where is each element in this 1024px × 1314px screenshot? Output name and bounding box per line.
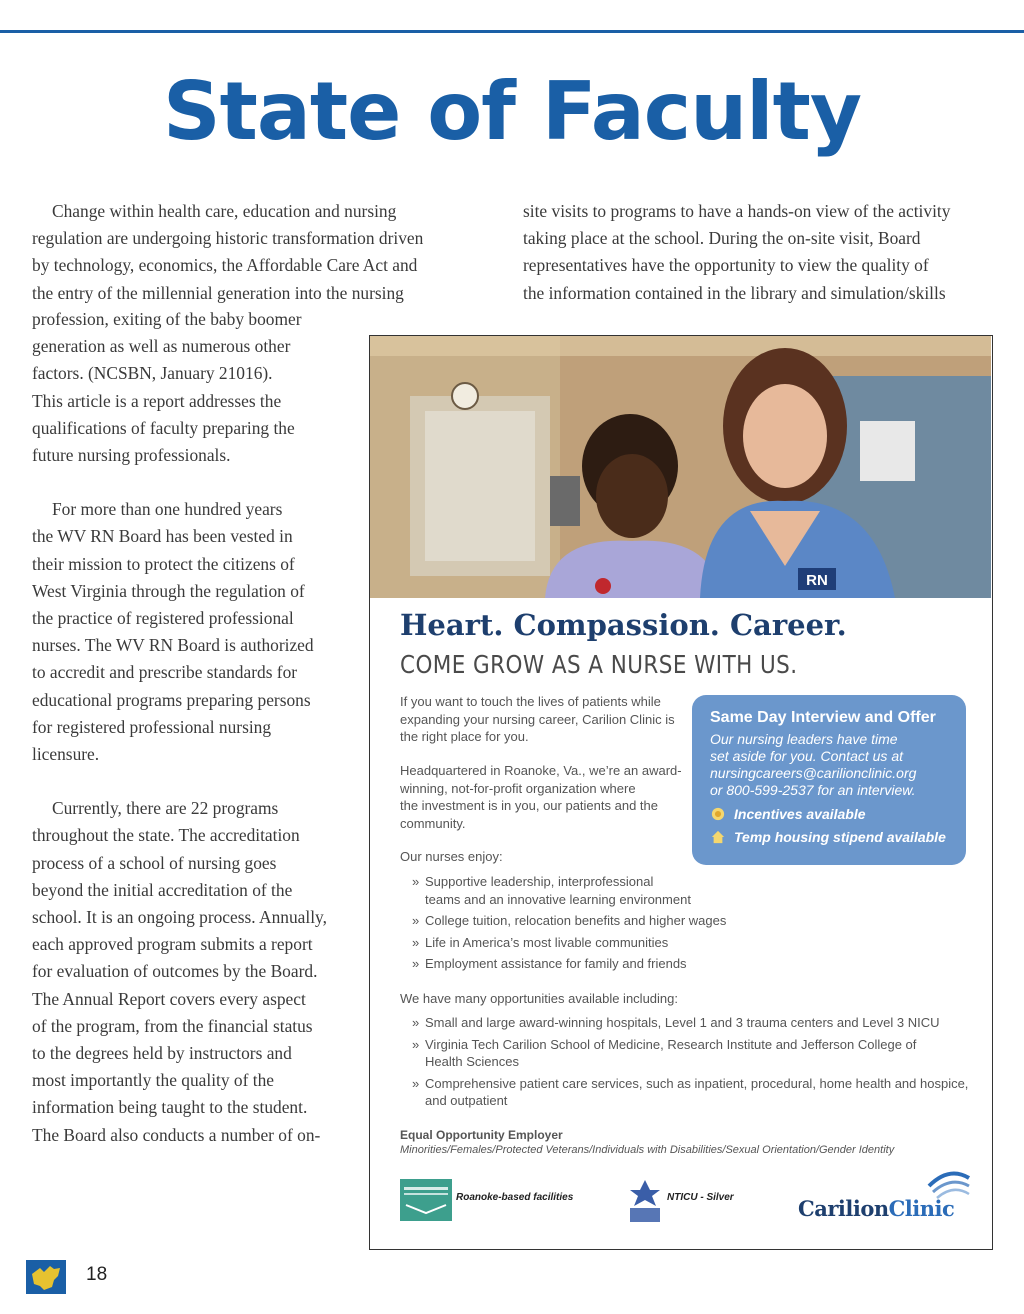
text-line: profession, exiting of the baby boomer: [32, 309, 302, 329]
column-right-top: [523, 198, 1003, 307]
text-line: beyond the initial accreditation of the: [32, 879, 293, 900]
ad-text-line: the investment is in you, our patients and the: [400, 798, 658, 813]
ad-text-line: expanding your nursing career, Carilion Clinic is: [400, 711, 675, 727]
ad-headline: Heart. Compassion. Career.: [400, 608, 847, 642]
text-line: licensure.: [32, 744, 100, 765]
text-line: factors. (NCSBN, January 21016).: [32, 363, 273, 384]
text-line: most importantly the quality of the: [32, 1070, 274, 1091]
text-line: taking place at the school. During the on-site visit, Board: [523, 228, 921, 249]
text-line: The Board also conducts a number of on-: [32, 1124, 321, 1145]
list-item-line: Employment assistance for family and friends: [425, 956, 687, 971]
list-item-line: Health Sciences: [425, 1054, 519, 1069]
callout-line: or 800-599-2537 for an interview.: [710, 782, 916, 798]
house-icon: [710, 830, 726, 844]
ad-intro: [400, 693, 675, 746]
opps-list: [400, 1014, 968, 1114]
text-line: for evaluation of outcomes by the Board.: [32, 961, 318, 982]
text-line: future nursing professionals.: [32, 445, 231, 466]
text-line: to accredit and prescribe standards for: [32, 662, 298, 683]
callout-line: Our nursing leaders have time: [710, 731, 898, 747]
magnet-logo-art: [400, 1179, 452, 1221]
text-line: West Virginia through the regulation of: [32, 580, 305, 601]
ad-text-line: Headquartered in Roanoke, Va., we’re an award-: [400, 763, 682, 778]
list-item-line: Comprehensive patient care services, such as inpatient, procedural, home health and hospice,: [425, 1075, 969, 1091]
enjoy-heading: Our nurses enjoy:: [400, 849, 503, 864]
list-item: [400, 1014, 968, 1032]
text-line: the information contained in the library and simulation/skills: [523, 282, 946, 303]
text-line: the practice of registered professional: [32, 608, 294, 629]
badge-icon: [710, 807, 726, 821]
callout-text: [710, 731, 948, 799]
enjoy-list: [400, 873, 726, 977]
bullet-marker-icon: »: [412, 913, 420, 928]
list-item-line: teams and an innovative learning environment: [425, 891, 691, 907]
list-item: [400, 1036, 968, 1071]
ad-text-line: the right place for you.: [400, 729, 529, 744]
opps-heading: We have many opportunities available including:: [400, 991, 678, 1006]
text-line: site visits to programs to have a hands-on view of the activity: [523, 201, 951, 221]
ad-text-line: community.: [400, 815, 466, 831]
perk-housing-label: Temp housing stipend available: [734, 829, 946, 845]
list-item: [400, 955, 726, 973]
text-line: Change within health care, education and nursing: [52, 201, 397, 221]
text-line: their mission to protect the citizens of: [32, 553, 295, 574]
text-line: for registered professional nursing: [32, 716, 272, 737]
logo-text-clinic: Clinic: [888, 1196, 955, 1221]
page-title: State of Faculty: [163, 65, 861, 158]
text-line: Currently, there are 22 programs: [52, 798, 279, 819]
callout-line: nursingcareers@carilionclinic.org: [710, 765, 917, 781]
text-line: qualifications of faculty preparing the: [32, 417, 295, 438]
text-line: the WV RN Board has been vested in: [32, 526, 293, 547]
bullet-marker-icon: »: [412, 1015, 420, 1030]
text-line: regulation are undergoing historic transformation driven: [32, 228, 424, 249]
text-line: information being taught to the student.: [32, 1097, 308, 1118]
ad-text-line: winning, not-for-profit organization where: [400, 780, 636, 796]
text-line: representatives have the opportunity to view the quality of: [523, 255, 929, 276]
text-line: generation as well as numerous other: [32, 336, 291, 357]
text-line: school. It is an ongoing process. Annually,: [32, 907, 327, 928]
same-day-callout: [692, 695, 966, 865]
list-item-line: Supportive leadership, interprofessional: [425, 874, 654, 889]
list-item: [400, 912, 726, 930]
ad-hq: [400, 762, 682, 832]
paragraph-gap: [32, 469, 352, 496]
text-line: For more than one hundred years: [52, 499, 283, 520]
beacon-caption: NTICU - Silver: [667, 1192, 734, 1203]
list-item-line: College tuition, relocation benefits and higher wages: [425, 913, 727, 928]
list-item: [400, 873, 726, 908]
ad-text-line: If you want to touch the lives of patients while: [400, 694, 661, 709]
west-virginia-icon: [26, 1260, 66, 1294]
perk-incentives-label: Incentives available: [734, 806, 866, 822]
bullet-marker-icon: »: [412, 956, 420, 971]
text-line: educational programs preparing persons: [32, 689, 311, 710]
eoe-block: [400, 1128, 894, 1156]
nurses-photo: [370, 336, 991, 598]
magnet-caption: Roanoke-based facilities: [456, 1192, 574, 1203]
perk-incentives: [710, 806, 948, 822]
callout-heading: Same Day Interview and Offer: [710, 709, 936, 726]
list-item: [400, 934, 726, 952]
list-item-line: Small and large award-winning hospitals, Level 1 and 3 trauma centers and Level 3 NICU: [425, 1015, 940, 1030]
ad-subheadline: COME GROW AS A NURSE WITH US.: [400, 650, 798, 679]
paragraph-gap: [32, 768, 352, 795]
text-line: nurses. The WV RN Board is authorized: [32, 635, 314, 656]
eoe-heading: Equal Opportunity Employer: [400, 1128, 563, 1142]
list-item: [400, 1075, 968, 1110]
beacon-award-logo: [626, 1178, 664, 1224]
text-line: by technology, economics, the Affordable Care Act and: [32, 255, 418, 276]
carilion-logo-text: [798, 1196, 954, 1221]
text-line: The Annual Report covers every aspect: [32, 988, 306, 1009]
text-line: of the program, from the financial status: [32, 1015, 313, 1036]
list-item-line: Virginia Tech Carilion School of Medicine, Research Institute and Jefferson College of: [425, 1036, 917, 1052]
text-line: throughout the state. The accreditation: [32, 825, 300, 846]
text-line: process of a school of nursing goes: [32, 852, 277, 873]
logo-row: [400, 1176, 970, 1236]
top-rule: [0, 30, 1024, 33]
text-line: each approved program submits a report: [32, 934, 313, 955]
eoe-subtext: Minorities/Females/Protected Veterans/Individuals with Disabilities/Sexual Orientation/Gender Identity: [400, 1144, 895, 1156]
rn-badge: RN: [806, 572, 828, 589]
bullet-marker-icon: »: [412, 934, 420, 950]
column-left: [32, 306, 352, 1149]
text-line: This article is a report addresses the: [32, 390, 282, 411]
logo-text-carilion: Carilion: [798, 1196, 889, 1221]
wv-state-shape: [26, 1260, 66, 1294]
callout-line: set aside for you. Contact us at: [710, 748, 903, 764]
nurses-photo-svg: [370, 336, 991, 598]
page-number: 18: [86, 1264, 108, 1285]
bullet-marker-icon: »: [412, 1075, 420, 1091]
text-line: to the degrees held by instructors and: [32, 1043, 292, 1064]
column-left-top: [32, 198, 472, 307]
list-item-line: and outpatient: [425, 1093, 508, 1108]
bullet-marker-icon: »: [412, 874, 420, 889]
bullet-marker-icon: »: [412, 1036, 420, 1052]
carilion-ad: [369, 335, 993, 1250]
magnet-logo: [400, 1179, 452, 1221]
perk-housing: [710, 829, 948, 845]
list-item-line: Life in America’s most livable communities: [425, 934, 669, 950]
text-line: the entry of the millennial generation into the nursing: [32, 282, 404, 303]
